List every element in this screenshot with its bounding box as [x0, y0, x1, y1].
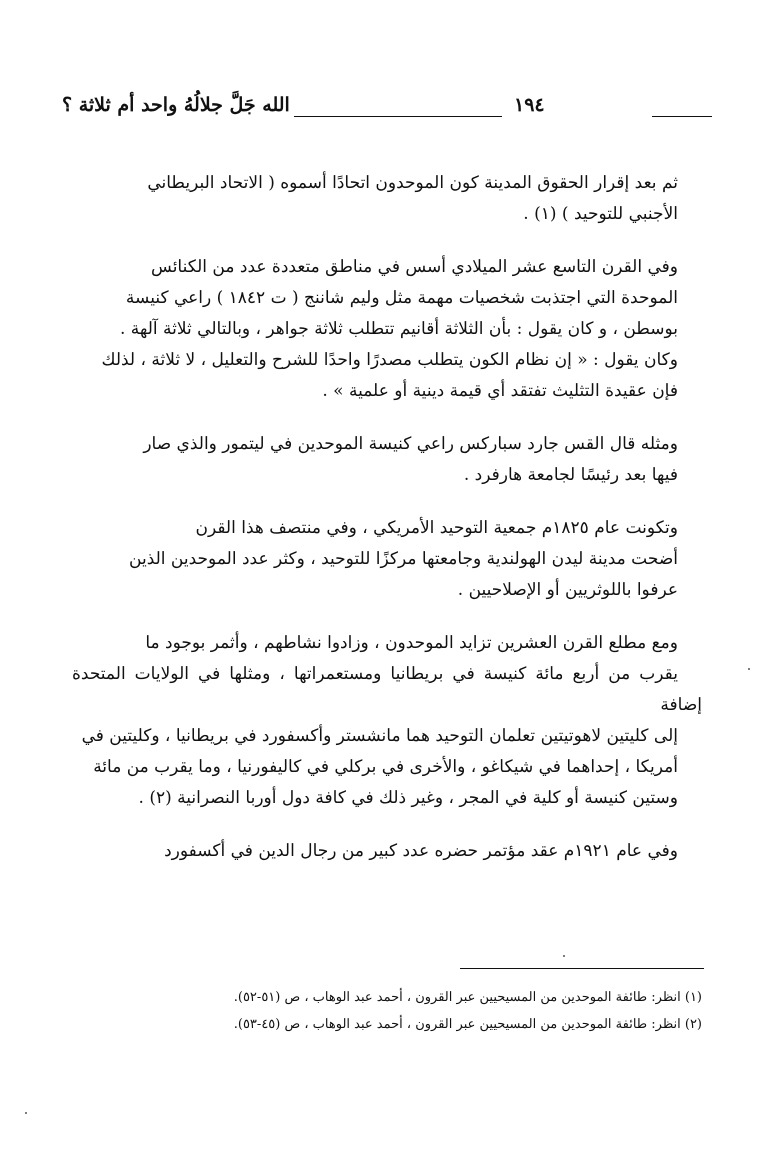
footnote: (٢) انظر: طائفة الموحدين من المسيحيين عبر القرون ، أحمد عبد الوهاب ، ص (٤٥-٥٣).	[233, 1017, 702, 1032]
text-line: وفي عام ١٩٢١م عقد مؤتمر حضره عدد كبير من رجال الدين في أكسفورد	[164, 841, 678, 861]
text-line: وتكونت عام ١٨٢٥م جمعية التوحيد الأمريكي ، وفي منتصف هذا القرن	[195, 518, 678, 538]
footnote-separator	[460, 968, 704, 969]
text-line: ومثله قال القس جارد سباركس راعي كنيسة الموحدين في ليتمور والذي صار	[143, 434, 678, 454]
paragraph	[72, 429, 702, 491]
header-rule-short	[652, 116, 712, 117]
page-header	[62, 92, 712, 128]
paragraph	[72, 513, 702, 606]
text-line: الأجنبي للتوحيد ) (١) .	[523, 204, 678, 224]
text-line: أمريكا ، إحداهما في شيكاغو ، والأخرى في بركلي في كاليفورنيا ، وما يقرب من مائة	[93, 757, 678, 777]
text-line: فيها بعد رئيسًا لجامعة هارفرد .	[463, 465, 678, 485]
header-rule	[294, 116, 502, 117]
paragraph	[72, 628, 702, 814]
paragraph	[72, 168, 702, 230]
footnote: (١) انظر: طائفة الموحدين من المسيحيين عبر القرون ، أحمد عبد الوهاب ، ص (٥١-٥٢).	[233, 990, 702, 1005]
page-number: ١٩٤	[514, 94, 545, 116]
paragraph	[72, 836, 702, 867]
text-line: وستين كنيسة أو كلية في المجر ، وغير ذلك في كافة دول أوربا النصرانية (٢) .	[138, 788, 678, 808]
main-text	[72, 168, 702, 889]
text-line: وكان يقول : « إن نظام الكون يتطلب مصدرًا واحدًا للشرح والتعليل ، لا ثلاثة ، لذلك	[101, 350, 678, 370]
scan-speck	[748, 668, 750, 670]
text-line: ومع مطلع القرن العشرين تزايد الموحدون ، وزادوا نشاطهم ، وأثمر بوجود ما	[145, 633, 678, 653]
text-line: عرفوا باللوثريين أو الإصلاحيين .	[457, 580, 678, 600]
text-line: بوسطن ، و كان يقول : بأن الثلاثة أقانيم تتطلب ثلاثة جواهر ، وبالتالي ثلاثة آلهة .	[119, 319, 678, 339]
paragraph	[72, 252, 702, 407]
running-title: الله جَلَّ جلالُهُ واحد أم ثلاثة ؟	[62, 94, 290, 116]
text-line: ثم بعد إقرار الحقوق المدينة كون الموحدون اتحادًا أسموه ( الاتحاد البريطاني	[147, 173, 678, 193]
text-line: الموحدة التي اجتذبت شخصيات مهمة مثل وليم شاننج ( ت ١٨٤٢ ) راعي كنيسة	[125, 288, 678, 308]
text-line: إلى كليتين لاهوتيتين تعلمان التوحيد هما مانشستر وأكسفورد في بريطانيا ، وكليتين في	[81, 726, 678, 746]
scan-speck	[563, 955, 565, 957]
text-line: أضحت مدينة ليدن الهولندية وجامعتها مركزًا للتوحيد ، وكثر عدد الموحدين الذين	[129, 549, 678, 569]
text-line: وفي القرن التاسع عشر الميلادي أسس في مناطق متعددة عدد من الكنائس	[151, 257, 678, 277]
footnotes	[72, 984, 702, 1038]
text-line: فإن عقيدة التثليث تفتقد أي قيمة دينية أو علمية » .	[322, 381, 678, 401]
scan-speck	[25, 1112, 27, 1114]
text-line: يقرب من أربع مائة كنيسة في بريطانيا ومستعمراتها ، ومثلها في الولايات المتحدة إضافة	[72, 664, 702, 715]
